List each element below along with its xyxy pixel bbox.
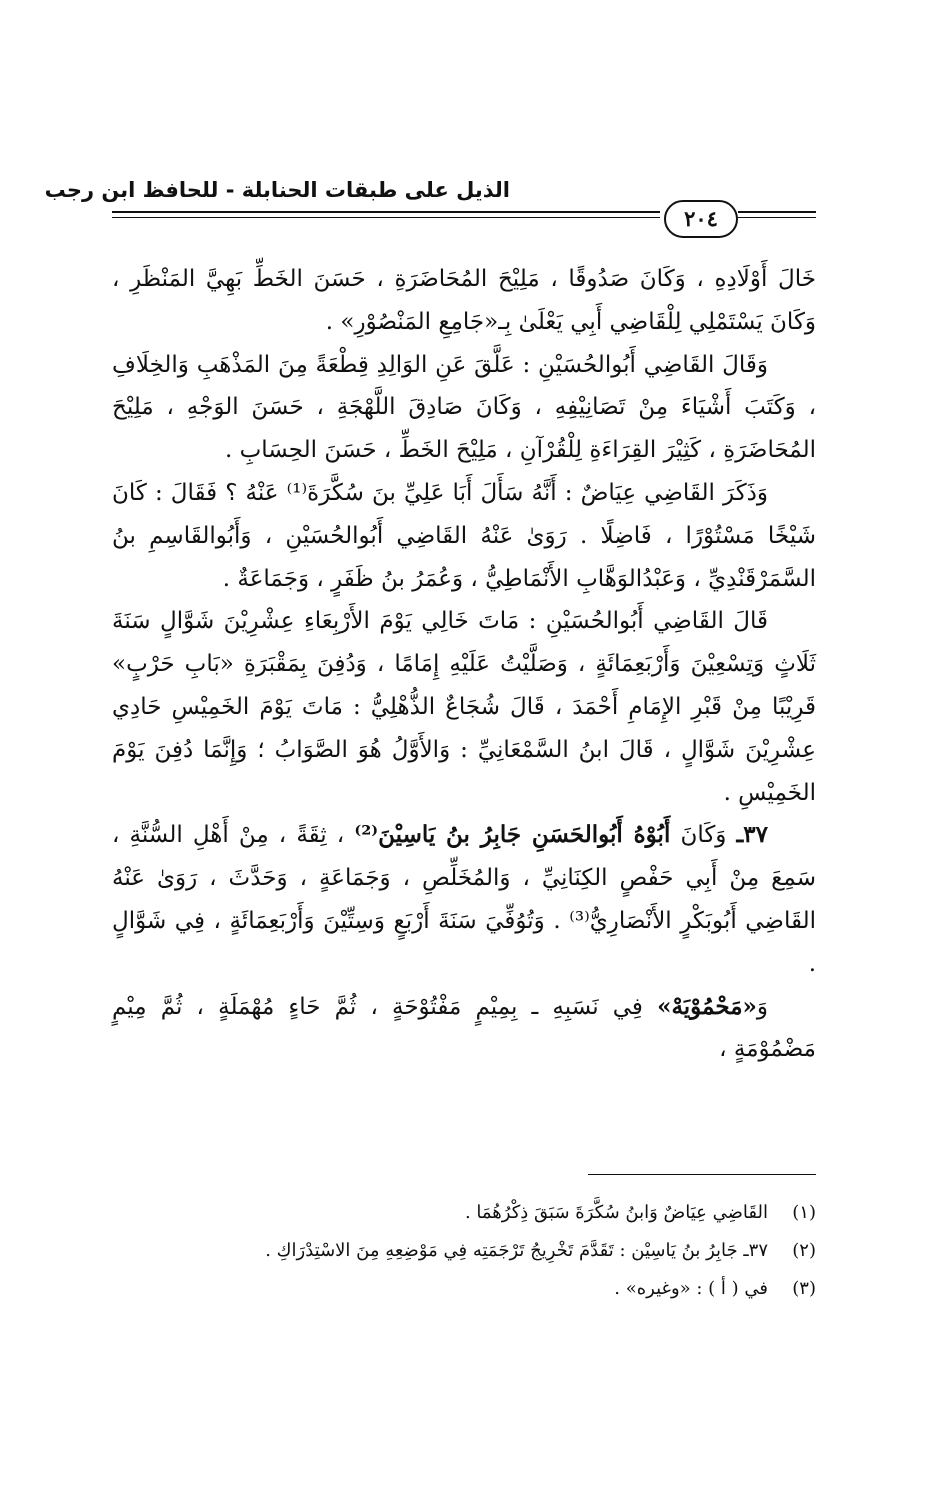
paragraph-text: فِي نَسَبِهِ ـ بِمِيْمٍ مَفْتُوْحَةٍ ، ثُمَّ حَاءٍ مُهْمَلَةٍ ، ثُمَّ مِيْمٍ مَضْمُوْمَةٍ ، [112,993,816,1063]
paragraph-lead: وَ [756,993,768,1020]
header-rule-left-thin [112,217,660,218]
paragraph: قَالَ القَاضِي أَبُوالحُسَيْنِ : مَاتَ خَالِي يَوْمَ الأَرْبِعَاءِ عِشْرِيْنَ شَوَّالٍ سَنَةَ ثَلَاثٍ وَتِسْعِيْنَ وَأَرْبَعِمَائَةٍ ، وَصَلَّيْتُ عَلَيْهِ إِمَامًا ، وَدُفِنَ بِمَقْبَرَةِ «بَابِ حَرْبٍ» قَرِيْبًا مِنْ قَبْرِ الإِمَامِ أَحْمَدَ ، قَالَ شُجَاعٌ الذُّهْلِيُّ : مَاتَ يَوْمَ الخَمِيْسِ حَادِي عِشْرِيْنَ شَوَّالٍ ، قَالَ ابنُ السَّمْعَانِيِّ : وَالأَوَّلُ هُوَ الصَّوَابُ ؛ وَإِنَّمَا دُفِنَ يَوْمَ الخَمِيْسِ . [112,608,816,806]
entry-name: أَبُوْهُ أَبُوالحَسَنِ جَابِرُ بنُ يَاسِيْنَ⁽²⁾ [354,821,671,849]
footnote [180,1194,816,1232]
paragraph: وَذَكَرَ القَاضِي عِيَاضٌ : أَنَّهُ سَأَلَ أَبَا عَلِيِّ بنَ سُكَّرَةَ⁽¹⁾ عَنْهُ ؟ فَقَالَ : كَانَ شَيْخًا مَسْتُوْرًا ، فَاضِلًا . رَوَىٰ عَنْهُ القَاضِي أَبُوالحُسَيْنِ ، وَأَبُوالقَاسِمِ بنُ السَّمَرْقَنْدِيِّ ، وَعَبْدُالوَهَّابِ الأَنْمَاطِيُّ ، وَعُمَرُ بنُ ظَفَرٍ ، وَجَمَاعَةٌ . [112,479,816,592]
header-rule-left [112,211,660,213]
footnote-number: (٣) [792,1278,816,1299]
footnote [180,1270,816,1308]
footnote-number: (١) [792,1202,816,1223]
footnote-text: ٣٧ـ جَابِرُ بنُ يَاسِيْن : تَقَدَّمَ تَخْرِيجُ تَرْجَمَتِه فِي مَوْضِعِهِ مِنَ الاسْتِدْرَاكِ . [265,1240,768,1261]
paragraph: خَالَ أَوْلَادِهِ ، وَكَانَ صَدُوقًا ، مَلِيْحَ المُحَاضَرَةِ ، حَسَنَ الخَطِّ بَهِيَّ المَنْظَرِ ، وَكَانَ يَسْتَمْلِي لِلْقَاضِي أَبِي يَعْلَىٰ بِـ«جَامِعِ المَنْصُوْرِ» . [112,266,816,335]
footnote-text: في ( أ ) : «وغيره» . [614,1278,768,1299]
header-rule-right [738,211,816,213]
biography-entry [112,814,816,985]
footnote-text: القَاضِي عِيَاضٌ وَابنُ سُكَّرَةَ سَبَقَ ذِكْرُهُمَا . [464,1202,768,1223]
running-title: الذيل على طبقات الحنابلة - للحافظ ابن رجب [44,178,510,202]
page-number: ٢٠٤ [664,200,738,238]
footnote [180,1232,816,1270]
entry-lead: وَكَانَ [680,822,727,849]
highlighted-term: «مَحْمُوْيَهْ» [657,992,757,1020]
footnote-number: (٢) [792,1240,816,1261]
paragraph: وَقَالَ القَاضِي أَبُوالحُسَيْنِ : عَلَّقَ عَنِ الوَالِدِ قِطْعَةً مِنَ المَذْهَبِ وَالخِلَافِ ، وَكَتَبَ أَشْيَاءَ مِنْ تَصَانِيْفِهِ ، وَكَانَ صَادِقَ اللَّهْجَةِ ، حَسَنَ الوَجْهِ ، مَلِيْحَ المُحَاضَرَةِ ، كَثِيْرَ القِرَاءَةِ لِلْقُرْآنِ ، مَلِيْحَ الخَطِّ ، حَسَنَ الحِسَابِ . [112,351,816,464]
header-rule-right-thin [738,217,816,218]
entry-number: ٣٧ـ [736,821,768,849]
footnotes [180,1194,816,1308]
entry-text: ، ثِقَةً ، مِنْ أَهْلِ السُّنَّةِ ، سَمِعَ مِنْ أَبِي حَفْصٍ الكِنَانِيِّ ، وَالمُخَلِّصِ ، وَجَمَاعَةٍ ، وَحَدَّثَ ، رَوَىٰ عَنْهُ القَاضِي أَبُوبَكْرٍ الأَنْصَارِيُّ⁽³⁾ . وَتُوُفِّيَ سَنَةَ أَرْبَعٍ وَسِتِّيْنَ وَأَرْبَعِمَائَةٍ ، فِي شَوَّالٍ . [112,822,816,977]
footnote-separator [588,1174,816,1175]
main-text [112,258,816,1071]
paragraph [112,986,816,1072]
